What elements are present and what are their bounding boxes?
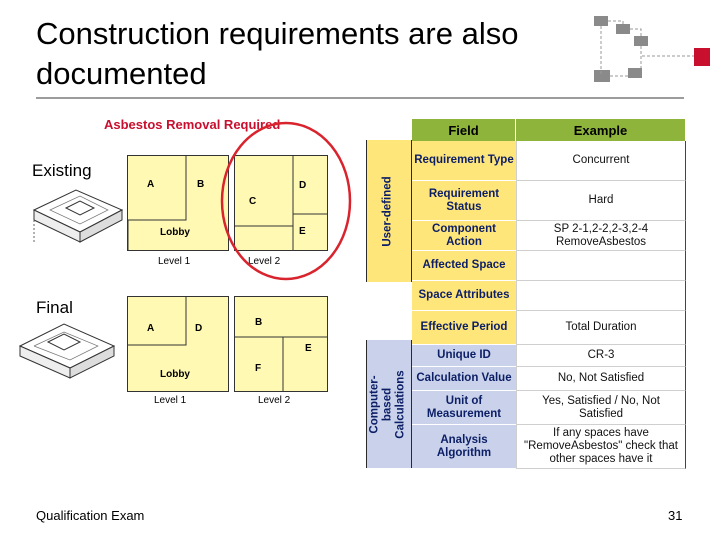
table-field-cell: Effective Period xyxy=(412,311,516,345)
existing-building-sketch xyxy=(28,186,128,256)
table-example-cell: CR-3 xyxy=(516,345,686,367)
page-number: 31 xyxy=(668,508,683,523)
table-example-cell: No, Not Satisfied xyxy=(516,367,686,391)
final-label: Final xyxy=(36,298,73,317)
table-field-cell: Calculation Value xyxy=(412,367,516,391)
room-label: D xyxy=(299,180,307,191)
table-example-cell: Hard xyxy=(516,181,686,221)
room-label: E xyxy=(305,343,312,354)
table-example-cell xyxy=(516,251,686,281)
table-field-cell: Requirement Type xyxy=(412,141,516,181)
level-caption: Level 2 xyxy=(248,256,281,267)
title-divider xyxy=(36,97,684,99)
room-label: A xyxy=(147,323,155,334)
logo-icon xyxy=(590,12,710,94)
header-example: Example xyxy=(516,119,686,141)
room-label: B xyxy=(255,317,263,328)
table-example-cell: SP 2-1,2-2,2-3,2-4 RemoveAsbestos xyxy=(516,221,686,251)
band-user-defined xyxy=(366,140,410,282)
band-computed-label: Computer-based Calculations xyxy=(368,369,407,439)
room-label: D xyxy=(195,323,203,334)
header-field: Field xyxy=(412,119,516,141)
room-label: B xyxy=(197,179,205,190)
table-example-cell: Yes, Satisfied / No, Not Satisfied xyxy=(516,391,686,425)
table-example-cell: Concurrent xyxy=(516,141,686,181)
room-label: F xyxy=(255,363,262,374)
final-level2-plan xyxy=(234,296,328,392)
room-label: C xyxy=(249,196,257,207)
table-field-cell: Space Attributes xyxy=(412,281,516,311)
asbestos-label: Asbestos Removal Required xyxy=(104,117,281,132)
final-building-sketch xyxy=(14,320,124,390)
table-field-cell: Unit of Measurement xyxy=(412,391,516,425)
level-caption: Level 2 xyxy=(258,395,291,406)
level-caption: Level 1 xyxy=(158,256,191,267)
final-level1-plan xyxy=(127,296,229,392)
room-label: A xyxy=(147,179,155,190)
room-label: Lobby xyxy=(160,227,190,238)
table-field-cell: Affected Space xyxy=(412,251,516,281)
table-example-cell xyxy=(516,281,686,311)
band-user-defined-label: User-defined xyxy=(381,175,394,247)
existing-level1-plan xyxy=(127,155,229,251)
room-label: E xyxy=(299,226,306,237)
table-field-cell: Component Action xyxy=(412,221,516,251)
room-label: Lobby xyxy=(160,369,190,380)
table-example-cell: Total Duration xyxy=(516,311,686,345)
asbestos-highlight-oval xyxy=(219,120,353,282)
table-example-cell: If any spaces have "RemoveAsbestos" check that other spaces have it xyxy=(516,425,686,469)
slide-title: Construction requirements are also documented xyxy=(36,16,519,91)
table-field-cell: Analysis Algorithm xyxy=(412,425,516,469)
table-field-cell: Requirement Status xyxy=(412,181,516,221)
level-caption: Level 1 xyxy=(154,395,187,406)
band-computed xyxy=(366,340,410,468)
table-field-cell: Unique ID xyxy=(412,345,516,367)
existing-label: Existing xyxy=(32,161,92,180)
footer-text: Qualification Exam xyxy=(36,508,145,523)
